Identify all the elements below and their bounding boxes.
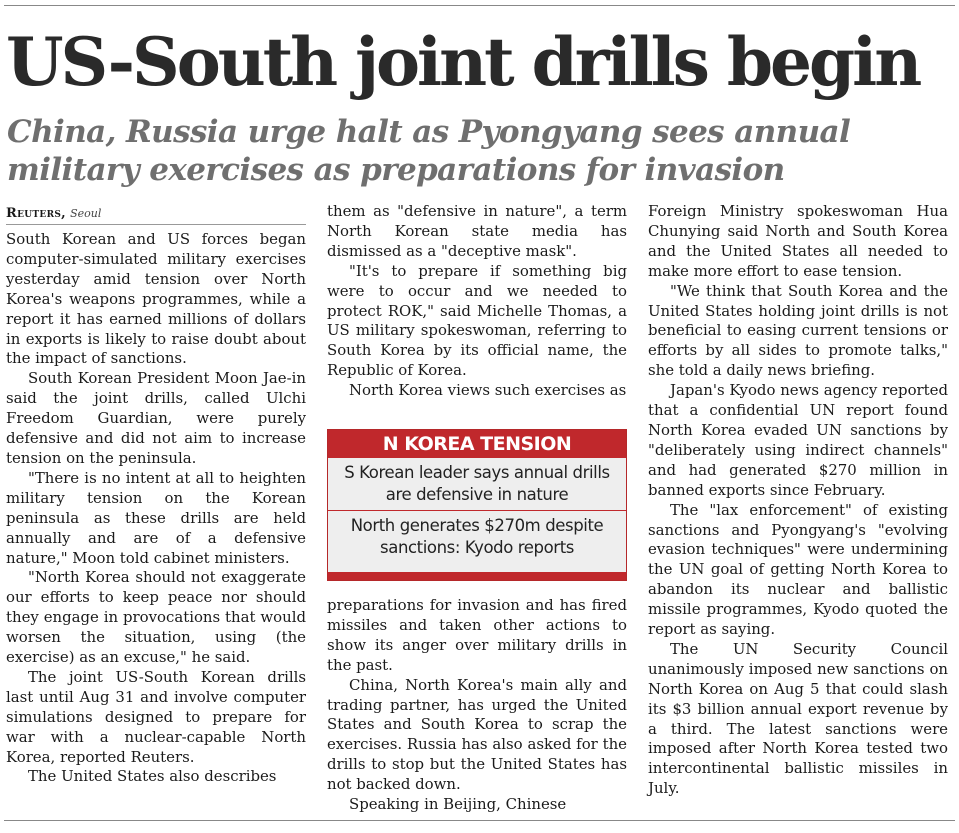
factbox-title: N KOREA TENSION xyxy=(328,430,626,458)
factbox-bottom-bar xyxy=(328,572,626,580)
deck-subheadline: China, Russia urge halt as Pyongyang sees annual military exercises as preparations for invasion xyxy=(7,114,851,188)
paragraph: China, North Korea's main ally and trading partner, has urged the United States and South Korea to scrap the exercises. Russia has also asked for the drills to stop but the United States has not backed down. xyxy=(327,675,627,794)
paragraph: The UN Security Council unanimously imposed new sanctions on North Korea on Aug 5 that could slash its $3 billion annual export revenue by a third. The latest sanctions were imposed after North Korea tested two intercontinental ballistic missiles in July. xyxy=(648,639,948,798)
paragraph: The "lax enforcement" of existing sanctions and Pyongyang's "evolving evasion techniques" were undermining the UN goal of getting North Korea to abandon its nuclear and ballistic missile programmes, Kyodo quoted the report as saying. xyxy=(648,500,948,639)
factbox-item: North generates $270m despite sanctions: Kyodo reports xyxy=(350,516,604,557)
top-rule xyxy=(4,5,955,6)
paragraph: South Korean President Moon Jae-in said the joint drills, called Ulchi Freedom Guardian, were purely defensive and did not aim to increase tension on the peninsula. xyxy=(6,369,306,467)
byline-rule xyxy=(6,224,306,225)
article-column-3 xyxy=(648,202,948,799)
bottom-rule xyxy=(4,820,955,821)
paragraph: "We think that South Korea and the United States holding joint drills is not beneficial to easing current tensions or efforts by all sides to promote talks," she told a daily news briefing. xyxy=(648,281,948,380)
paragraph: North Korea views such exercises as xyxy=(349,381,627,400)
paragraph: Japan's Kyodo news agency reported that a confidential UN report found North Korea evaded UN sanctions by "deliberately using indirect channels" and had generated $270 million in banned exports since February. xyxy=(648,381,948,499)
paragraph: "There is no intent at all to heighten military tension on the Korean peninsula as these drills are held annually and are of a defensive nature," Moon told cabinet ministers. xyxy=(6,468,306,567)
byline-city: Seoul xyxy=(70,207,102,220)
article-column-1 xyxy=(6,206,306,787)
paragraph: "North Korea should not exaggerate our efforts to keep peace nor should they engage in provocations that would worsen the situation, using (the exercise) as an excuse," he said. xyxy=(6,568,306,667)
paragraph: South Korean and US forces began computer-simulated military exercises yesterday amid tension over North Korea's weapons programmes, while a report it has earned millions of dollars in exports is likely to raise doubt about the impact of sanctions. xyxy=(6,230,306,368)
paragraph: The United States also describes xyxy=(28,767,277,786)
paragraph: preparations for invasion and has fired missiles and taken other actions to show its anger over military drills in the past. xyxy=(327,596,627,674)
paragraph: them as "defensive in nature", a term North Korean state media has dismissed as a "deceptive mask". xyxy=(327,202,627,260)
article-column-2-bottom xyxy=(327,596,627,815)
byline xyxy=(6,206,306,222)
factbox-item: S Korean leader says annual drills are defensive in nature xyxy=(344,463,610,504)
paragraph: The joint US-South Korean drills last until Aug 31 and involve computer simulations designed to prepare for war with a nuclear-capable North Korea, reported Reuters. xyxy=(6,667,306,766)
article-column-2-top xyxy=(327,202,627,401)
headline: US-South joint drills begin xyxy=(6,23,920,101)
paragraph: "It's to prepare if something big were to occur and we needed to protect ROK," said Michelle Thomas, a US military spokeswoman, referring to South Korea by its official name, the Republic of Korea. xyxy=(327,261,627,380)
paragraph: Foreign Ministry spokeswoman Hua Chunying said North and South Korea and the United States all needed to make more effort to ease tension. xyxy=(648,202,948,280)
byline-agency: Reuters, xyxy=(6,206,66,221)
factbox xyxy=(327,429,627,581)
paragraph: Speaking in Beijing, Chinese xyxy=(349,795,567,814)
